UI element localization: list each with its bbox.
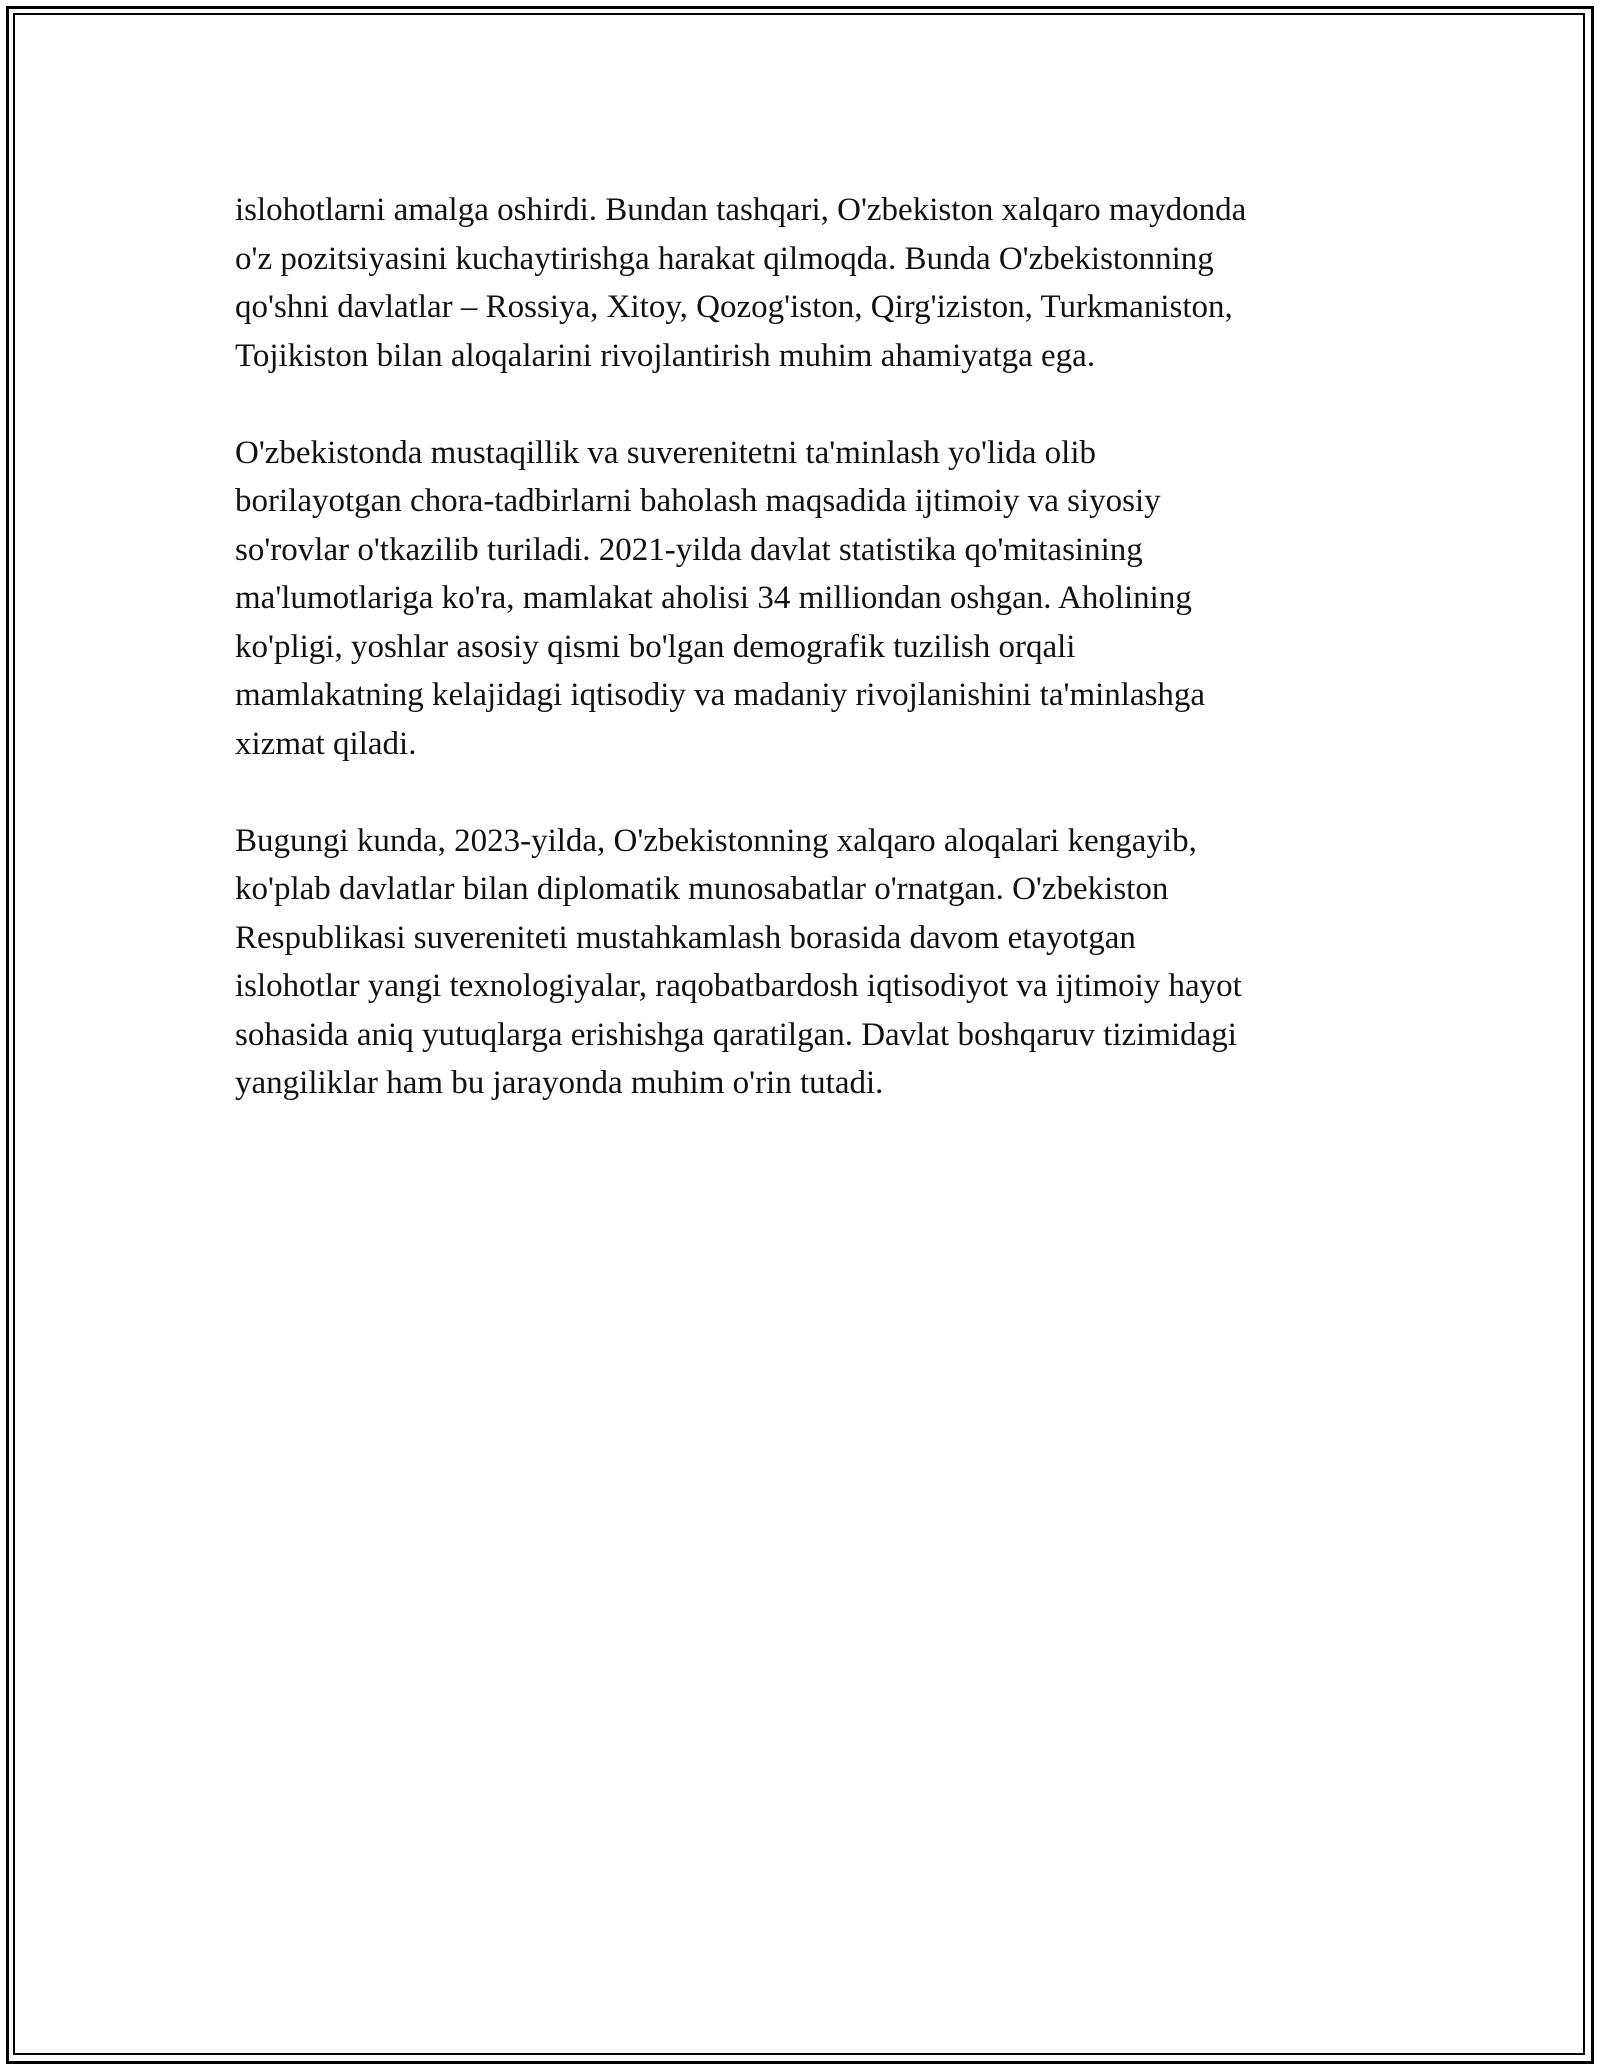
paragraph-1: islohotlarni amalga oshirdi. Bundan tashqari, O'zbekiston xalqaro maydonda o'z pozitsiyasini kuchaytirishga harakat qilmoqda. Bunda O'zbekistonning qo'shni davlatlar – Rossiya, Xitoy, Qozog'iston, Qirg'iziston, Turkmaniston, Tojikiston bilan aloqalarini rivojlantirish muhim ahamiyatga ega. bbox=[235, 192, 1247, 374]
document-body bbox=[235, 186, 1375, 1156]
paragraph-2: O'zbekistonda mustaqillik va suverenitetni ta'minlash yo'lida olib borilayotgan chora-tadbirlarni baholash maqsadida ijtimoiy va siyosiy so'rovlar o'tkazilib turiladi. 2021-yilda davlat statistika qo'mitasining ma'lumotlariga ko'ra, mamlakat aholisi 34 milliondan oshgan. Aholining ko'pligi, yoshlar asosiy qismi bo'lgan demografik tuzilish orqali mamlakatning kelajidagi iqtisodiy va madaniy rivojlanishini ta'minlashga xizmat qiladi. bbox=[235, 434, 1206, 762]
paragraph-3: Bugungi kunda, 2023-yilda, O'zbekistonning xalqaro aloqalari kengayib, ko'plab davlatlar bilan diplomatik munosabatlar o'rnatgan. O'zbekiston Respublikasi suvereniteti mustahkamlash borasida davom etayotgan islohotlar yangi texnologiyalar, raqobatbardosh iqtisodiyot va ijtimoiy hayot sohasida aniq yutuqlarga erishishga qaratilgan. Davlat boshqaruv tizimidagi yangiliklar ham bu jarayonda muhim o'rin tutadi. bbox=[235, 822, 1242, 1101]
